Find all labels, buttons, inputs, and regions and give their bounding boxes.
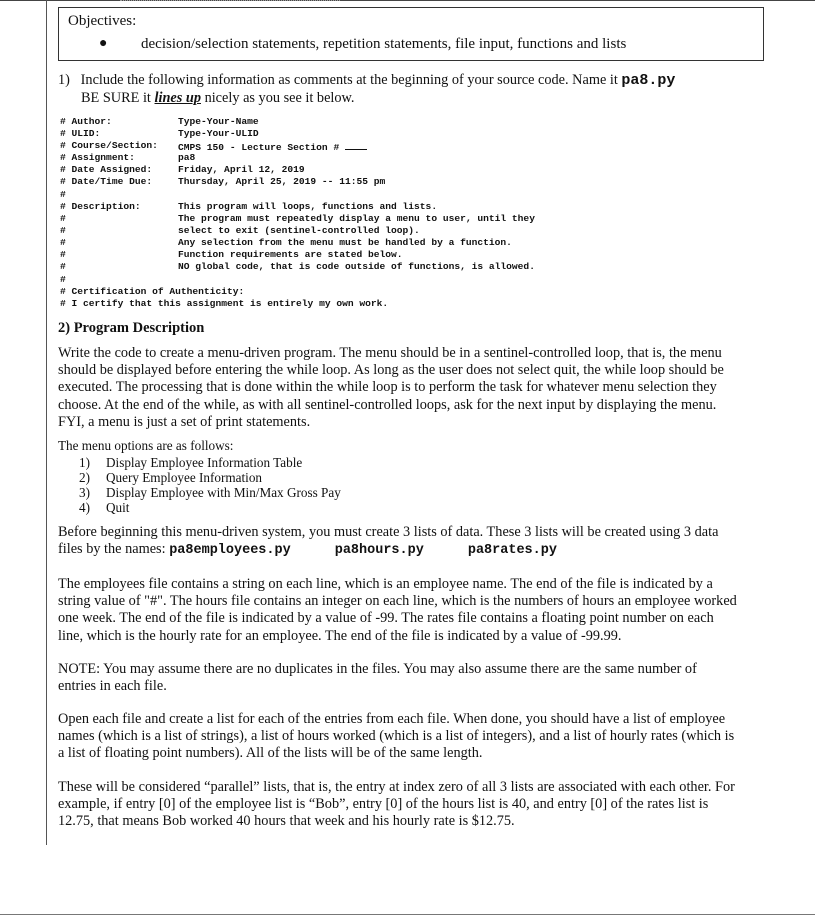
code-value: CMPS 150 - Lecture Section # xyxy=(178,142,340,153)
file-hours: pa8hours.py xyxy=(334,543,424,559)
file-employees: pa8employees.py xyxy=(169,543,291,559)
paragraph-line: choose. At the end of the while, as with all sentinel-controlled loops, ask for the next input by displaying the menu. xyxy=(58,396,717,413)
paragraph-1 xyxy=(58,345,768,431)
code-label: # ULID: xyxy=(60,128,101,139)
paragraph-line: Before beginning this menu-driven system, you must create 3 lists of data. These 3 lists will be created using 3 data xyxy=(58,524,719,540)
step1-line1 xyxy=(58,72,675,89)
paragraph-3 xyxy=(58,576,768,645)
paragraph-line: FYI, a menu is just a set of print statements. xyxy=(58,413,311,430)
code-label: # xyxy=(60,213,66,224)
paragraph-line: executed. The processing that is done within the while loop is to perform the task for whatever menu selection they xyxy=(58,379,717,396)
step1-filename: pa8.py xyxy=(621,72,676,89)
paragraph-line: Write the code to create a menu-driven program. The menu should be in a sentinel-controlled loop, that is, the menu xyxy=(58,345,722,361)
code-label: # Author: xyxy=(60,116,112,127)
paragraph-line: string value of "#". The hours file contains an integer on each line, which is the numbers of hours an employee worked xyxy=(58,593,737,610)
code-label: # Date/Time Due: xyxy=(60,176,153,187)
paragraph-line: names (which is a list of strings), a list of hours worked (which is a list of integers), and a list of hourly rates (which is xyxy=(58,728,735,745)
code-label: # Certification of Authenticity: xyxy=(60,286,245,297)
code-value: Type-Your-ULID xyxy=(178,128,259,139)
code-value: select to exit (sentinel-controlled loop). xyxy=(178,225,420,236)
paragraph-line: 12.75, that means Bob worked 40 hours that week and his hourly rate is $12.75. xyxy=(58,813,515,830)
paragraph-2 xyxy=(58,524,768,559)
code-label: # xyxy=(60,274,66,285)
menu-item xyxy=(79,455,302,471)
step1-line2-prefix: BE SURE it xyxy=(81,90,151,106)
menu-item-number: 2) xyxy=(79,470,90,485)
code-value: pa8 xyxy=(178,152,196,163)
code-label: # Date Assigned: xyxy=(60,164,153,175)
code-value: Type-Your-Name xyxy=(178,116,259,127)
code-label: # xyxy=(60,261,66,272)
step1-line2-suffix: nicely as you see it below. xyxy=(204,90,355,106)
paragraph-line: line, which is the hourly rate for an employee. The end of the file is indicated by a value of -99.99. xyxy=(58,627,622,644)
bullet-icon: ● xyxy=(99,36,108,51)
top-dotted-rule xyxy=(120,0,340,3)
objectives-box xyxy=(58,7,764,61)
objectives-bullet xyxy=(99,36,626,53)
paragraph-line: These will be considered “parallel” lists, that is, the entry at index zero of all 3 lists are associated with each other. For xyxy=(58,779,735,795)
code-label: # xyxy=(60,189,66,200)
menu-item xyxy=(79,470,262,486)
paragraph-line: should be displayed before entering the while loop. As long as the user does not select quit, the while loop should be xyxy=(58,362,724,379)
code-value: Friday, April 12, 2019 xyxy=(178,164,305,175)
code-label: # Assignment: xyxy=(60,152,135,163)
section-heading: 2) Program Description xyxy=(58,320,205,336)
code-value: Thursday, April 25, 2019 -- 11:55 pm xyxy=(178,176,386,187)
code-label: # Description: xyxy=(60,201,141,212)
paragraph-line: The employees file contains a string on each line, which is an employee name. The end of the file is indicated by a xyxy=(58,576,713,592)
paragraph-line: NOTE: You may assume there are no duplicates in the files. You may also assume there are the same number of xyxy=(58,661,697,677)
paragraph-5 xyxy=(58,711,768,763)
step1-text: Include the following information as comments at the beginning of your source code. Name it xyxy=(80,72,618,88)
code-label: # xyxy=(60,249,66,260)
paragraph-line: Open each file and create a list for each of the entries from each file. When done, you should have a list of employee xyxy=(58,711,726,727)
menu-item-label: Display Employee Information Table xyxy=(106,455,303,470)
objectives-bullet-text: decision/selection statements, repetition statements, file input, functions and lists xyxy=(141,36,627,52)
code-value-row xyxy=(178,140,367,154)
left-margin-rule xyxy=(46,0,47,845)
code-label: # xyxy=(60,237,66,248)
file-rates: pa8rates.py xyxy=(467,543,557,559)
paragraph-6 xyxy=(58,779,768,831)
code-value: Function requirements are stated below. xyxy=(178,249,403,260)
menu-item xyxy=(79,500,129,516)
menu-item-number: 4) xyxy=(79,500,90,515)
bottom-rule xyxy=(0,914,815,915)
code-value: NO global code, that is code outside of functions, is allowed. xyxy=(178,261,535,272)
menu-item-label: Query Employee Information xyxy=(106,470,263,485)
code-value: Any selection from the menu must be handled by a function. xyxy=(178,237,512,248)
files-line xyxy=(58,541,768,559)
code-label: # I certify that this assignment is entirely my own work. xyxy=(60,298,389,309)
menu-item xyxy=(79,485,341,501)
step1-line2-emphasis: lines up xyxy=(154,90,201,106)
code-label: # Course/Section: xyxy=(60,140,158,151)
code-label: # xyxy=(60,225,66,236)
paragraph-line: a list of floating point numbers). All of the lists will be of the same length. xyxy=(58,745,483,762)
section-blank xyxy=(345,140,367,150)
paragraph-4 xyxy=(58,661,768,695)
menu-item-label: Quit xyxy=(106,500,130,515)
paragraph-line: entries in each file. xyxy=(58,678,167,695)
code-value: The program must repeatedly display a menu to user, until they xyxy=(178,213,535,224)
objectives-title: Objectives: xyxy=(68,13,137,29)
step1-line2 xyxy=(81,90,355,107)
menu-item-number: 1) xyxy=(79,455,90,470)
code-value: This program will loops, functions and lists. xyxy=(178,201,438,212)
step1-number: 1) xyxy=(58,72,70,88)
files-prefix: files by the names: xyxy=(58,541,166,558)
paragraph-line: one week. The end of the file is indicated by a value of -99. The rates file contains a floating point number on each xyxy=(58,610,714,627)
paragraph-line: example, if entry [0] of the employee list is “Bob”, entry [0] of the hours list is 40, and entry [0] of the rates list is xyxy=(58,796,709,813)
menu-item-label: Display Employee with Min/Max Gross Pay xyxy=(106,485,341,500)
menu-item-number: 3) xyxy=(79,485,90,500)
menu-intro: The menu options are as follows: xyxy=(58,438,234,453)
